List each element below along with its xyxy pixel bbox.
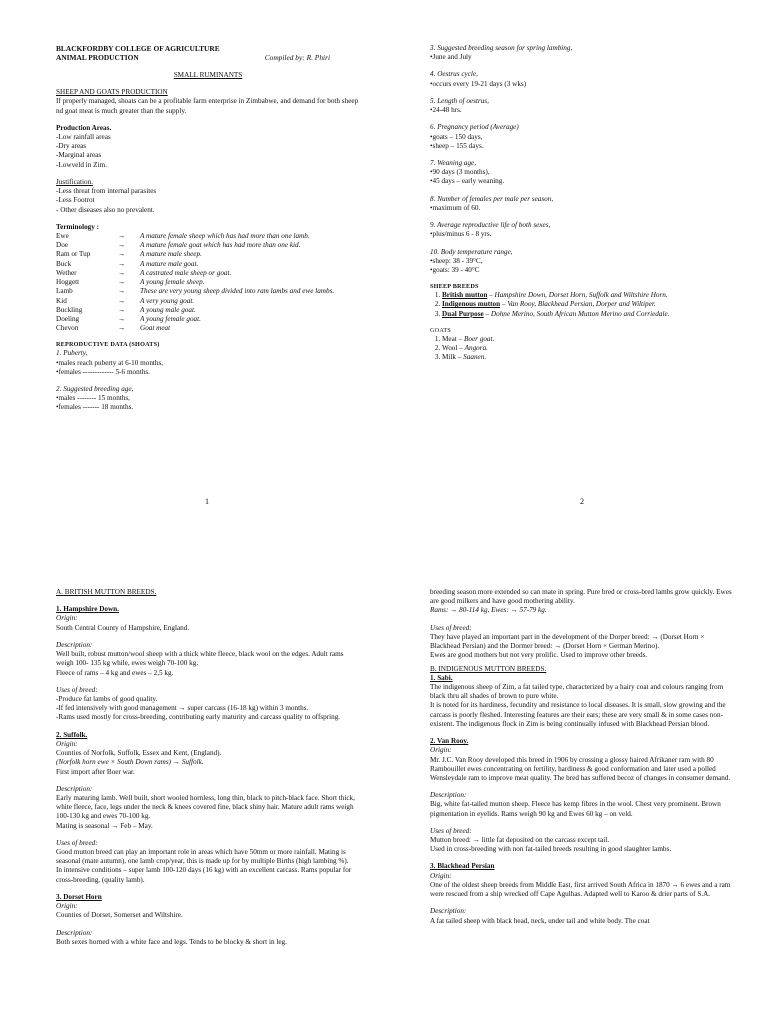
repro-item-heading: 8. Number of females per male per season, xyxy=(430,194,554,203)
page-2 xyxy=(430,44,734,362)
uses-text: -Produce fat lambs of good quality. xyxy=(56,694,158,703)
puberty-heading: 1. Puberty, xyxy=(56,349,88,358)
breed-desc: – Dohne Merino, South African Mutton Merino and Corriedale. xyxy=(483,309,670,318)
repro-item-heading: 6. Pregnancy period (Average) xyxy=(430,123,519,132)
vanrooy-heading: 2. Van Rooy. xyxy=(430,737,469,746)
repro-item-line: •June and July xyxy=(430,53,472,62)
arrow-icon: → xyxy=(118,241,126,250)
production-heading: Production Areas. xyxy=(56,123,112,132)
repro-item-line: •goats – 150 days, xyxy=(430,132,483,141)
origin-text: Counties of Dorset, Somerset and Wiltshire. xyxy=(56,911,183,920)
origin-text: One of the oldest sheep breeds from Middle East, first arrived South Africa in 1870 → 6 ewes and a ram were rescued from a ship wrecked off Cape Agulhas. Adapted well to Karoo & drier parts of S.A. xyxy=(430,880,731,899)
college-name: BLACKFORDBY COLLEGE OF AGRICULTURE xyxy=(56,44,220,53)
page-4 xyxy=(430,588,734,926)
origin-label: Origin: xyxy=(56,902,78,911)
term-name: Lamb xyxy=(56,287,73,296)
repro-item xyxy=(430,248,734,284)
term-row xyxy=(56,315,360,324)
breed-name: Dual Purpose xyxy=(442,309,484,318)
goat-breed: Angora. xyxy=(464,343,488,352)
repro-item xyxy=(430,221,734,247)
continued-text: breeding season more extended so can mate in spring. Pure bred or cross-bred lambs grow quickly. Ewes are good milkers and have good mothering ability. xyxy=(430,588,732,606)
goat-breed: Saanen. xyxy=(463,353,487,362)
terminology-table xyxy=(56,232,360,333)
sheep-breeds-heading: SHEEP BREEDS xyxy=(430,283,479,291)
term-definition: A mature male goat. xyxy=(140,259,199,268)
term-name: Doeling xyxy=(56,314,80,323)
term-definition: A very young goat. xyxy=(140,296,195,305)
description-label: Description: xyxy=(430,907,467,916)
term-row xyxy=(56,260,360,269)
term-definition: A young female goat. xyxy=(140,314,201,323)
compiled-by: Compiled by: R. Phiri xyxy=(264,53,330,63)
repro-item-heading: 3. Suggested breeding season for spring lambing, xyxy=(430,44,573,52)
term-name: Wether xyxy=(56,268,77,277)
terminology-heading: Terminology : xyxy=(56,222,100,231)
puberty-line: •males reach puberty at 6-10 months, xyxy=(56,358,164,367)
breeding-age-line: •males -------- 15 months, xyxy=(56,394,130,403)
description-text: Well built, robust mutton/wool sheep with a thick white fleece, black wool on the edges. Adult rams weigh 100- 135 kg while, ewes weigh 70-100 kg. xyxy=(56,650,344,668)
justification-item: -Less threat from internal parasites xyxy=(56,187,157,196)
page-3 xyxy=(56,588,360,947)
page-1 xyxy=(56,44,360,413)
repro-item xyxy=(430,123,734,159)
repro-item xyxy=(430,195,734,221)
origin-text: South Central County of Hampshire, England. xyxy=(56,623,190,632)
uses-text: -If fed intensively with good management → super carcass (16-18 kg) within 3 months. xyxy=(56,704,309,713)
goats-heading: GOATS xyxy=(430,326,451,334)
sheep-breeds-list xyxy=(430,291,734,319)
uses-label: Uses of breed: xyxy=(430,826,472,835)
repro-item xyxy=(430,97,734,123)
puberty-line: •females ------------- 5-6 months. xyxy=(56,367,150,376)
uses-label: Uses of breed: xyxy=(56,838,98,847)
term-row xyxy=(56,232,360,241)
breed-desc: – Hampshire Down, Dorset Horn, Suffolk and Wiltshire Horn. xyxy=(487,291,668,300)
term-row xyxy=(56,297,360,306)
justification-heading: Justification. xyxy=(56,177,93,186)
repro-item xyxy=(430,159,734,195)
page-title: SMALL RUMINANTS xyxy=(173,70,243,79)
breed-name: Indigenous mutton xyxy=(442,300,501,309)
uses-label: Uses of breed: xyxy=(56,685,98,694)
term-name: Chevon xyxy=(56,324,79,333)
term-definition: A mature female sheep which has had more than one lamb. xyxy=(140,232,310,240)
term-definition: A young male goat. xyxy=(140,305,196,314)
term-name: Buckling xyxy=(56,305,83,314)
repro-item-line: •sheep – 155 days. xyxy=(430,141,484,150)
term-name: Kid xyxy=(56,296,67,305)
page-number-1: 1 xyxy=(205,497,209,506)
subtitle: SHEEP AND GOATS PRODUCTION xyxy=(56,88,168,97)
term-definition: A mature male sheep. xyxy=(140,250,202,259)
description-label: Description: xyxy=(56,640,93,649)
department: ANIMAL PRODUCTION xyxy=(56,53,139,63)
sabi-heading: 1. Sabi. xyxy=(430,673,453,682)
repro-item-heading: 5. Length of oestrus, xyxy=(430,96,489,105)
repro-item-heading: 10. Body temperature range, xyxy=(430,247,513,256)
description-label: Description: xyxy=(430,791,467,800)
production-area: -Lowveld in Zim. xyxy=(56,160,107,169)
origin-label: Origin: xyxy=(430,746,452,755)
term-row xyxy=(56,241,360,250)
header-line-2 xyxy=(56,53,360,62)
description-text: Early maturing lamb. Well built, short wooled hornless, long thin, black to pitch-black face. Short thick, white fleece, face, legs under the neck & knees covered fine, black shiny hair. Mature adult rams weigh 100-130 kg and ewes 70-100 kg. xyxy=(56,793,355,821)
repro-item-line: •plus/minus 6 - 8 yrs. xyxy=(430,230,492,239)
justification-item: - Other diseases also no prevalent. xyxy=(56,205,155,214)
header xyxy=(56,44,360,53)
arrow-icon: → xyxy=(118,278,126,287)
origin-text: Counties of Norfolk, Suffolk, Essex and Kent, (England). xyxy=(56,749,222,758)
repro-item-line: •occurs every 19-21 days (3 wks) xyxy=(430,79,527,88)
goat-use: Wool – xyxy=(442,343,465,352)
description-label: Description: xyxy=(56,784,93,793)
repro-heading: REPRODUCTIVE DATA (SHOATS) xyxy=(56,341,160,349)
term-row xyxy=(56,287,360,296)
goat-item xyxy=(442,335,734,344)
term-definition: A castrated male sheep or goat. xyxy=(140,268,232,277)
uses-text: Ewes are good mothers but not very prolific. Used to improve other breeds. xyxy=(430,651,648,660)
fleece-text: Fleece of rams – 4 kg and ewes – 2,5 kg. xyxy=(56,668,174,677)
goat-item xyxy=(442,353,734,362)
mating-text: Mating is seasonal → Feb – May. xyxy=(56,821,153,830)
description-label: Description: xyxy=(56,928,93,937)
uses-text: Good mutton breed can play an important role in areas which have 50mm or more rainfall. Mating is seasonal (mate autumn), one lamb crop/year, this is made up for by multiple Births (high lambing %). xyxy=(56,848,349,866)
goat-item xyxy=(442,344,734,353)
term-definition: Goat meat xyxy=(140,324,171,333)
repro-item-heading: 4. Oestrus cycle, xyxy=(430,70,478,79)
goats-list xyxy=(430,335,734,363)
description-text: Both sexes horned with a white face and legs. Tends to be blocky & short in leg. xyxy=(56,937,287,946)
repro-item-heading: 7. Weaning age, xyxy=(430,158,477,167)
repro-item xyxy=(430,70,734,96)
uses-label: Uses of breed: xyxy=(430,623,472,632)
repro-item xyxy=(430,44,734,70)
arrow-icon: → xyxy=(118,305,126,314)
repro-item-line: •goats: 39 - 40°C xyxy=(430,265,480,274)
term-row xyxy=(56,269,360,278)
term-definition: A mature female goat which has had more than one kid. xyxy=(140,241,301,250)
weights-text: Rams: → 80-114 kg, Ewes: → 57-79 kg. xyxy=(430,606,547,615)
goat-use: Meat – xyxy=(442,334,464,343)
sabi-text: The indigenous sheep of Zim, a fat tailed type, characterized by a hairy coat and colours ranging from black thru all shades of brown to pure white. xyxy=(430,682,724,701)
arrow-icon: → xyxy=(118,259,126,268)
term-name: Doe xyxy=(56,241,68,250)
sheep-breed-item xyxy=(442,300,734,309)
arrow-icon: → xyxy=(118,324,126,333)
repro-item-line: •24-48 hrs. xyxy=(430,106,462,115)
term-name: Hoggett xyxy=(56,278,80,287)
section-indigenous: B. INDIGENOUS MUTTON BREEDS. xyxy=(430,664,547,673)
production-area: -Marginal areas xyxy=(56,151,102,160)
uses-text: Mutton breed: → little fat deposited on the carcass except tail. xyxy=(430,836,610,845)
sheep-breed-item xyxy=(442,310,734,319)
term-row xyxy=(56,250,360,259)
suffolk-heading: 2. Suffolk. xyxy=(56,730,88,739)
arrow-icon: → xyxy=(118,287,126,296)
first-import-text: First import after Boer war. xyxy=(56,767,135,776)
breeding-age-line: •females ------- 18 months. xyxy=(56,403,134,412)
sheep-breed-item xyxy=(442,291,734,300)
repro-item-line: •sheep: 38 - 39°C, xyxy=(430,256,483,265)
blackhead-heading: 3. Blackhead Persian xyxy=(430,862,495,871)
repro-item-line: •45 days – early weaning. xyxy=(430,177,505,186)
term-name: Ram or Tup xyxy=(56,250,91,259)
term-definition: A young female sheep. xyxy=(140,278,205,287)
hampshire-heading: 1. Hampshire Down. xyxy=(56,605,119,614)
breed-name: British mutton xyxy=(442,291,488,300)
repro-item-line: •maximum of 60. xyxy=(430,203,481,212)
term-name: Ewe xyxy=(56,232,69,240)
term-definition: These are very young sheep divided into ram lambs and ewe lambs. xyxy=(140,287,335,296)
repro-item-line: •90 days (3 months), xyxy=(430,168,490,177)
cross-text: (Norfolk horn ewe × South Down rams) → Suffolk. xyxy=(56,758,204,767)
term-name: Buck xyxy=(56,259,72,268)
description-text: A fat tailed sheep with black head, neck, under tail and white body. The coat xyxy=(430,916,650,925)
arrow-icon: → xyxy=(118,250,126,259)
sabi-text: It is noted for its hardiness, fecundity and resistance to local diseases. It is small, slow growing and the carcass is poorly fleshed. Interesting features are their ears; these are very small & in some cases non-existent. The indigenous flock in Zim is being continually infused with Blackhead Persian blood. xyxy=(430,701,726,728)
goat-use: Milk – xyxy=(442,353,464,362)
arrow-icon: → xyxy=(118,268,126,277)
production-area: -Dry areas xyxy=(56,142,87,151)
page-number-2: 2 xyxy=(580,497,584,506)
section-british: A. BRITISH MUTTON BREEDS. xyxy=(56,588,157,596)
origin-label: Origin: xyxy=(56,614,78,623)
intro-paragraph: If properly managed, shoats can be a profitable farm enterprise in Zimbabwe, and demand for both sheep nd goat meat is much greater than the supply. xyxy=(56,97,359,115)
description-text: Big, white fat-tailed mutton sheep. Fleece has kemp fibres in the wool. Chest very prominent. Brown pigmentation in eyelids. Rams weigh 90 kg and Ewes 60 kg – on veld. xyxy=(430,800,721,818)
term-row xyxy=(56,278,360,287)
justification-item: -Less Footrot xyxy=(56,196,95,205)
production-area: -Low rainfall areas xyxy=(56,133,111,142)
origin-label: Origin: xyxy=(430,871,452,880)
dorset-heading: 3. Dorset Horn xyxy=(56,892,102,901)
repro-item-heading: 9. Average reproductive life of both sexes, xyxy=(430,221,551,230)
arrow-icon: → xyxy=(118,296,126,305)
arrow-icon: → xyxy=(118,314,126,323)
arrow-icon: → xyxy=(118,232,126,240)
term-row xyxy=(56,324,360,333)
uses-text: -Rams used mostly for cross-breeding, contributing early maturity and carcass quality to offspring. xyxy=(56,713,341,722)
origin-text: Mr. J.C. Van Rooy developed this breed in 1906 by crossing a glossy haired Afrikaner ram with 80 Rambouillet ewes concentrating on fertility, hardiness & good conformation and later used a polled Wensleydale ram to improve meat quality. The bred has suffered becoz of changes in consumer demand. xyxy=(430,755,731,782)
breed-desc: – Van Rooy, Blackhead Persian, Dorper and Wiltiper. xyxy=(500,300,656,309)
uses-text: In intensive conditions – super lamb 100-120 days (16 kg) with an excellent carcass. Rams popular for cross-breeding, (quality lamb). xyxy=(56,866,352,884)
term-row xyxy=(56,306,360,315)
origin-label: Origin: xyxy=(56,739,78,748)
breeding-age-heading: 2. Suggested breeding age, xyxy=(56,385,134,393)
goat-breed: Boer goat. xyxy=(463,334,495,343)
uses-text: They have played an important part in the development of the Dorper breed: → (Dorset Horn × Blackhead Persian) and the Dormer breed: → (Dorset Horn × German Merino). xyxy=(430,632,705,651)
uses-text: Used in cross-breeding with non fat-tailed breeds resulting in good slaughter lambs. xyxy=(430,845,672,854)
